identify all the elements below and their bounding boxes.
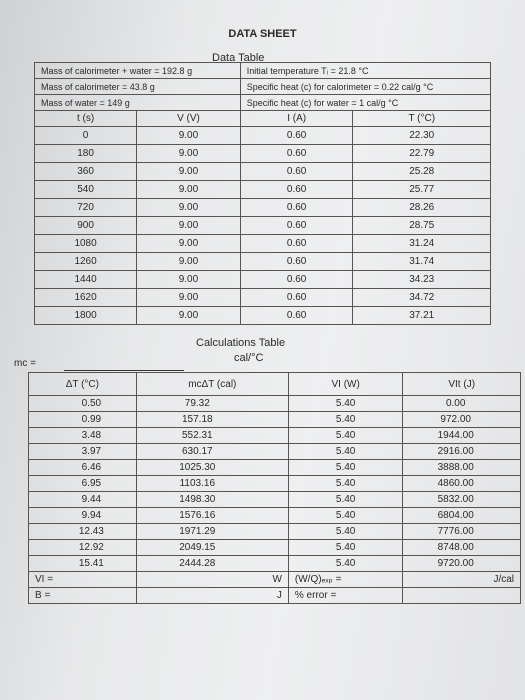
table-cell: 0.60	[240, 253, 353, 271]
jcal-unit: J/cal	[403, 572, 521, 588]
header-row	[35, 63, 491, 79]
table-row	[35, 181, 491, 199]
header-left: Mass of water = 149 g	[35, 95, 241, 111]
table-cell: 0.60	[240, 289, 353, 307]
data-table	[34, 62, 491, 325]
empty-cell	[403, 588, 521, 604]
error-label: % error =	[288, 588, 403, 604]
table-cell: 5.40	[288, 476, 403, 492]
column-header-row	[29, 373, 521, 396]
calculations-table-body	[29, 396, 521, 572]
table-cell: 0.60	[240, 217, 353, 235]
table-cell: 28.75	[353, 217, 491, 235]
table-cell: 972.00	[403, 412, 521, 428]
table-cell: 22.30	[353, 127, 491, 145]
table-cell: 9.00	[137, 199, 241, 217]
table-cell: 34.72	[353, 289, 491, 307]
table-cell: 0	[35, 127, 137, 145]
table-cell: 4860.00	[403, 476, 521, 492]
data-table-body	[35, 127, 491, 325]
table-cell: 1971.29	[136, 524, 288, 540]
table-cell: 720	[35, 199, 137, 217]
table-cell: 9.00	[137, 127, 241, 145]
table-cell: 5.40	[288, 492, 403, 508]
header-row	[35, 95, 491, 111]
table-cell: 0.00	[403, 396, 521, 412]
table-cell: 6.46	[29, 460, 137, 476]
table-cell: 22.79	[353, 145, 491, 163]
column-header: VIt (J)	[403, 373, 521, 396]
table-cell: 540	[35, 181, 137, 199]
table-cell: 9.00	[137, 181, 241, 199]
table-row	[35, 307, 491, 325]
table-row	[35, 253, 491, 271]
table-cell: 25.77	[353, 181, 491, 199]
table-row	[35, 289, 491, 307]
table-cell: 2049.15	[136, 540, 288, 556]
footer-row-vi	[29, 572, 521, 588]
table-cell: 6.95	[29, 476, 137, 492]
table-cell: 0.99	[29, 412, 137, 428]
table-cell: 9720.00	[403, 556, 521, 572]
table-cell: 25.28	[353, 163, 491, 181]
table-row	[29, 492, 521, 508]
header-right: Specific heat (c) for calorimeter = 0.22 cal/g °C	[240, 79, 490, 95]
table-cell: 9.00	[137, 271, 241, 289]
table-cell: 31.74	[353, 253, 491, 271]
table-cell: 8748.00	[403, 540, 521, 556]
table-cell: 3.97	[29, 444, 137, 460]
table-row	[35, 127, 491, 145]
wq-label: (W/Q)ₑₓₚ =	[288, 572, 403, 588]
data-table-caption: Data Table	[212, 52, 265, 64]
header-right: Specific heat (c) for water = 1 cal/g °C	[240, 95, 490, 111]
table-cell: 5.40	[288, 396, 403, 412]
table-row	[35, 217, 491, 235]
calc-table-caption: Calculations Table	[196, 337, 286, 349]
table-cell: 0.60	[240, 163, 353, 181]
table-row	[29, 476, 521, 492]
table-cell: 180	[35, 145, 137, 163]
table-cell: 79.32	[136, 396, 288, 412]
column-header: ΔT (°C)	[29, 373, 137, 396]
table-cell: 2916.00	[403, 444, 521, 460]
table-row	[29, 524, 521, 540]
table-cell: 0.60	[240, 127, 353, 145]
column-header: I (A)	[240, 111, 353, 127]
table-row	[29, 556, 521, 572]
table-cell: 9.00	[137, 307, 241, 325]
b-label: B =	[29, 588, 137, 604]
header-row	[35, 79, 491, 95]
table-cell: 15.41	[29, 556, 137, 572]
table-row	[29, 396, 521, 412]
table-cell: 5.40	[288, 412, 403, 428]
table-cell: 3888.00	[403, 460, 521, 476]
table-row	[29, 460, 521, 476]
table-cell: 157.18	[136, 412, 288, 428]
table-cell: 9.00	[137, 235, 241, 253]
table-cell: 0.60	[240, 181, 353, 199]
column-header: t (s)	[35, 111, 137, 127]
table-cell: 630.17	[136, 444, 288, 460]
table-cell: 9.00	[137, 289, 241, 307]
table-row	[29, 444, 521, 460]
table-cell: 5.40	[288, 428, 403, 444]
table-cell: 1944.00	[403, 428, 521, 444]
table-cell: 9.44	[29, 492, 137, 508]
table-cell: 5.40	[288, 540, 403, 556]
calculations-table	[28, 372, 521, 604]
table-cell: 1800	[35, 307, 137, 325]
table-cell: 0.60	[240, 271, 353, 289]
table-cell: 1576.16	[136, 508, 288, 524]
table-cell: 1103.16	[136, 476, 288, 492]
table-row	[35, 163, 491, 181]
header-left: Mass of calorimeter + water = 192.8 g	[35, 63, 241, 79]
table-cell: 1080	[35, 235, 137, 253]
footer-row-b	[29, 588, 521, 604]
vi-label: VI =	[29, 572, 137, 588]
table-cell: 12.43	[29, 524, 137, 540]
table-cell: 9.00	[137, 217, 241, 235]
table-cell: 0.50	[29, 396, 137, 412]
table-cell: 31.24	[353, 235, 491, 253]
table-cell: 12.92	[29, 540, 137, 556]
column-header: V (V)	[137, 111, 241, 127]
table-row	[35, 199, 491, 217]
table-cell: 9.00	[137, 163, 241, 181]
calc-table-unit: cal/°C	[234, 352, 264, 364]
table-cell: 5.40	[288, 524, 403, 540]
table-cell: 1260	[35, 253, 137, 271]
j-unit: J	[136, 588, 288, 604]
table-row	[29, 508, 521, 524]
table-row	[29, 412, 521, 428]
table-cell: 1025.30	[136, 460, 288, 476]
table-row	[35, 271, 491, 289]
table-cell: 5.40	[288, 444, 403, 460]
page-title: DATA SHEET	[228, 28, 297, 40]
table-cell: 1620	[35, 289, 137, 307]
table-cell: 900	[35, 217, 137, 235]
mc-answer-line[interactable]	[64, 370, 184, 371]
table-cell: 1440	[35, 271, 137, 289]
table-cell: 37.21	[353, 307, 491, 325]
header-left: Mass of calorimeter = 43.8 g	[35, 79, 241, 95]
table-cell: 5.40	[288, 460, 403, 476]
table-cell: 34.23	[353, 271, 491, 289]
table-row	[29, 540, 521, 556]
column-header-row	[35, 111, 491, 127]
table-cell: 6804.00	[403, 508, 521, 524]
w-unit: W	[136, 572, 288, 588]
mc-label: mc =	[14, 358, 36, 369]
table-row	[35, 235, 491, 253]
table-cell: 0.60	[240, 145, 353, 163]
column-header: mcΔT (cal)	[136, 373, 288, 396]
table-cell: 552.31	[136, 428, 288, 444]
table-cell: 0.60	[240, 235, 353, 253]
table-cell: 7776.00	[403, 524, 521, 540]
table-cell: 0.60	[240, 307, 353, 325]
header-right: Initial temperature Tᵢ = 21.8 °C	[240, 63, 490, 79]
table-cell: 5832.00	[403, 492, 521, 508]
table-cell: 5.40	[288, 556, 403, 572]
table-cell: 360	[35, 163, 137, 181]
table-cell: 9.00	[137, 145, 241, 163]
table-cell: 5.40	[288, 508, 403, 524]
table-cell: 2444.28	[136, 556, 288, 572]
table-cell: 1498.30	[136, 492, 288, 508]
table-cell: 28.26	[353, 199, 491, 217]
column-header: VI (W)	[288, 373, 403, 396]
table-row	[29, 428, 521, 444]
column-header: T (°C)	[353, 111, 491, 127]
table-cell: 9.94	[29, 508, 137, 524]
table-cell: 9.00	[137, 253, 241, 271]
table-cell: 3.48	[29, 428, 137, 444]
table-row	[35, 145, 491, 163]
table-cell: 0.60	[240, 199, 353, 217]
